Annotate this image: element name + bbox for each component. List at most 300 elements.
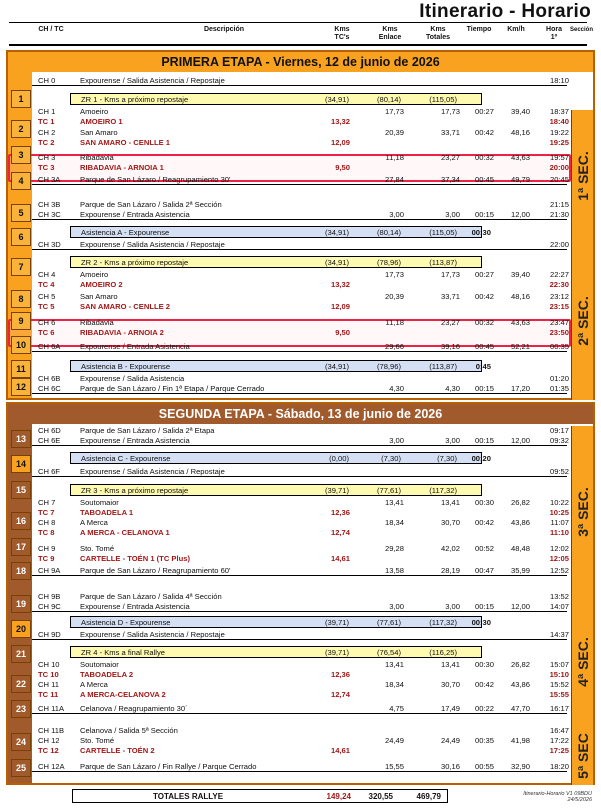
cell-tc: 14,61	[330, 746, 350, 755]
cell-ch: TC 7	[38, 508, 55, 517]
sequence-number: 20	[11, 620, 31, 638]
control-row	[32, 76, 567, 86]
cell-desc: Asistencia A - Expourense	[81, 228, 170, 237]
cell-desc: Expourense / Entrada Asistencia	[80, 342, 190, 351]
cell-en: 3,00	[389, 602, 404, 611]
cell-ch: CH 3A	[38, 175, 61, 184]
cell-ti: 00:30	[471, 228, 491, 237]
cell-to: 30,70	[440, 518, 460, 527]
cell-ch: CH 9B	[38, 592, 61, 601]
cell-ti: 00:30	[474, 660, 494, 669]
cell-ch: CH 6C	[38, 384, 61, 393]
cell-ch: TC 2	[38, 138, 55, 147]
cell-to: (113,87)	[429, 362, 457, 371]
cell-en: 15,55	[384, 762, 404, 771]
cell-ho: 22:00	[549, 240, 569, 249]
control-row	[32, 680, 567, 690]
cell-ch: TC 6	[38, 328, 55, 337]
cell-km: 12,00	[510, 602, 530, 611]
control-row	[32, 426, 567, 436]
cell-ch: TC 5	[38, 302, 55, 311]
control-row	[32, 270, 567, 280]
cell-ti: 00:42	[474, 292, 494, 301]
cell-to: 28,19	[440, 566, 460, 575]
sequence-number: 15	[11, 481, 31, 499]
cell-ch: CH 2	[38, 128, 56, 137]
cell-ho: 20:00	[549, 163, 569, 172]
cell-ho: 13:52	[549, 592, 569, 601]
control-row	[32, 107, 567, 117]
cell-en: (7,30)	[381, 454, 401, 463]
cell-to: 13,41	[440, 660, 460, 669]
cell-desc: Expourense / Salida Asistencia / Repostaje	[80, 240, 225, 249]
cell-ch: TC 4	[38, 280, 55, 289]
cell-km: 49,79	[510, 175, 530, 184]
cell-km: 26,82	[510, 660, 530, 669]
cell-to: 4,30	[445, 384, 460, 393]
cell-desc: A Merca	[80, 518, 108, 527]
totals-row	[72, 789, 448, 803]
cell-desc: Soutomaior	[80, 660, 119, 669]
cell-ho: 12:05	[549, 554, 569, 563]
cell-en: (78,96)	[376, 258, 401, 267]
cell-ho: 00:35	[549, 342, 569, 351]
cell-en: 3,00	[389, 210, 404, 219]
cell-ti: 00:32	[474, 318, 494, 327]
cell-ch: TC 12	[38, 746, 59, 755]
cell-to: 17,73	[440, 270, 460, 279]
cell-desc: ZR 2 - Kms a próximo repostaje	[81, 258, 189, 267]
cell-tc: (39,71)	[324, 486, 349, 495]
sequence-number: 12	[11, 378, 31, 396]
cell-tc: (34,91)	[324, 95, 349, 104]
control-row	[32, 602, 567, 612]
cell-ch: CH 12	[38, 736, 60, 745]
cell-en: 13,58	[384, 566, 404, 575]
cell-km: 43,63	[510, 153, 530, 162]
cell-desc: Asistencia D - Expourense	[81, 618, 171, 627]
cell-ch: CH 6F	[38, 467, 60, 476]
cell-ti: 00:27	[474, 270, 494, 279]
cell-ch: CH 7	[38, 498, 56, 507]
control-row	[32, 436, 567, 446]
cell-ho: 09:17	[549, 426, 569, 435]
cell-en: 11,18	[385, 318, 404, 327]
control-row	[32, 660, 567, 670]
cell-ti: 0:45	[475, 362, 491, 371]
stage-row	[32, 280, 567, 290]
cell-ch: CH 1	[38, 107, 56, 116]
cell-desc: Ribadavia	[80, 153, 114, 162]
cell-ho: 01:35	[549, 384, 569, 393]
cell-en: (77,61)	[376, 486, 401, 495]
cell-desc: Asistencia C - Expourense	[81, 454, 171, 463]
cell-ho: 09:32	[549, 436, 569, 445]
cell-en: (76,54)	[376, 648, 401, 657]
sequence-number: 7	[11, 258, 31, 276]
control-row	[32, 762, 567, 772]
sequence-number: 11	[11, 360, 31, 378]
cell-en: 24,49	[384, 736, 404, 745]
cell-en: 20,39	[384, 292, 404, 301]
stage-row	[32, 508, 567, 518]
cell-km: 32,90	[510, 762, 530, 771]
sequence-number: 5	[11, 204, 31, 222]
stage-row	[32, 690, 567, 700]
service-row	[70, 616, 491, 628]
service-row	[70, 226, 491, 238]
cell-ti: 00:15	[474, 436, 494, 445]
cell-to: 13,41	[440, 498, 460, 507]
refuel-zone-row	[70, 256, 482, 268]
cell-desc: RIBADAVIA - ARNOIA 1	[80, 163, 164, 172]
cell-to: 30,70	[440, 680, 460, 689]
section-5-label: 5ª SEC	[571, 727, 593, 785]
cell-desc: Celanova / Salida 5ª Sección	[80, 726, 178, 735]
cell-desc: A Merca	[80, 680, 108, 689]
control-row	[32, 210, 567, 220]
cell-ti: 00:55	[474, 762, 494, 771]
cell-km: 35,99	[510, 566, 530, 575]
cell-desc: Soutomaior	[80, 498, 119, 507]
sequence-number: 18	[11, 562, 31, 580]
control-row	[32, 736, 567, 746]
cell-tc: (0,00)	[329, 454, 349, 463]
col-en: Kms Enlace	[378, 26, 402, 41]
cell-tc: (34,91)	[324, 228, 349, 237]
cell-ti: 00:35	[474, 736, 494, 745]
cell-ho: 14:07	[549, 602, 569, 611]
cell-ho: 22:27	[549, 270, 569, 279]
cell-to: (117,32)	[429, 486, 457, 495]
cell-to: 33,71	[440, 292, 460, 301]
cell-en: 13,41	[384, 498, 404, 507]
col-ch: CH / TC	[38, 26, 64, 33]
cell-desc: Expourense / Entrada Asistencia	[80, 436, 190, 445]
cell-desc: Expourense / Entrada Asistencia	[80, 210, 190, 219]
cell-ho: 17:22	[549, 736, 569, 745]
cell-ti: 00:15	[474, 210, 494, 219]
cell-to: 24,49	[440, 736, 460, 745]
cell-desc: ZR 1 - Kms a próximo repostaje	[81, 95, 189, 104]
refuel-zone-row	[70, 484, 482, 496]
stage-row	[32, 746, 567, 756]
cell-to: (116,25)	[429, 648, 457, 657]
control-row	[32, 467, 567, 477]
cell-desc: Parque de San Lázaro / Salida 2ª Sección	[80, 200, 222, 209]
control-row	[32, 592, 567, 602]
cell-en: 18,34	[384, 518, 404, 527]
cell-en: 4,30	[389, 384, 404, 393]
page-title: Itinerario - Horario	[419, 1, 591, 22]
cell-ho: 17:25	[549, 746, 569, 755]
stage-row	[32, 138, 567, 148]
cell-desc: Parque de San Lázaro / Reagrupamiento 30'	[80, 175, 231, 184]
cell-ho: 23:12	[549, 292, 569, 301]
cell-ti: 00:45	[474, 342, 494, 351]
cell-ho: 15:07	[549, 660, 569, 669]
control-row	[32, 240, 567, 250]
cell-ho: 22:30	[549, 280, 569, 289]
cell-ho: 18:20	[549, 762, 569, 771]
cell-ch: CH 5	[38, 292, 56, 301]
cell-tc: (34,91)	[324, 362, 349, 371]
sequence-number: 13	[11, 430, 31, 448]
cell-to: 37,34	[440, 175, 460, 184]
cell-ti: 00:42	[474, 680, 494, 689]
cell-ho: 11:10	[549, 528, 569, 537]
cell-desc: RIBADAVIA - ARNOIA 2	[80, 328, 164, 337]
cell-ch: CH 3	[38, 153, 56, 162]
cell-to: (115,05)	[429, 95, 457, 104]
cell-to: (117,32)	[429, 618, 457, 627]
cell-desc: ZR 4 - Kms a final Rallye	[81, 648, 165, 657]
cell-ho: 18:40	[549, 117, 569, 126]
cell-ho: 12:02	[549, 544, 569, 553]
cell-ch: CH 11	[38, 680, 59, 689]
cell-tc: 13,32	[330, 280, 350, 289]
service-row	[70, 452, 491, 464]
cell-to: 17,73	[440, 107, 460, 116]
cell-ch: TC 3	[38, 163, 55, 172]
cell-ch: TC 10	[38, 670, 59, 679]
section-4-label: 4ª SEC.	[571, 597, 593, 727]
cell-ho: 18:37	[549, 107, 569, 116]
cell-ti: 00:15	[474, 384, 494, 393]
cell-desc: Parque de San Lázaro / Salida 2ª Etapa	[80, 426, 215, 435]
col-km: Km/h	[507, 26, 525, 33]
cell-ho: 01:20	[549, 374, 569, 383]
cell-desc: ZR 3 - Kms a próximo repostaje	[81, 486, 189, 495]
cell-tc: 12,74	[330, 528, 350, 537]
cell-tc: 14,61	[330, 554, 350, 563]
version-note: Itinerario-Horario V1 09BDU 24/5/2026	[523, 791, 592, 803]
cell-en: 4,75	[389, 704, 404, 713]
cell-ch: CH 12A	[38, 762, 65, 771]
cell-km: 43,86	[510, 680, 530, 689]
cell-tc: (39,71)	[324, 618, 349, 627]
cell-km: 26,82	[510, 498, 530, 507]
cell-ti: 00:20	[471, 454, 491, 463]
cell-tc: 9,50	[335, 163, 350, 172]
control-row	[32, 318, 567, 328]
control-row	[32, 498, 567, 508]
cell-ho: 18:10	[549, 76, 569, 85]
sequence-number: 3	[11, 146, 31, 164]
cell-desc: Expourense / Salida Asistencia / Repostaje	[80, 630, 225, 639]
cell-en: (80,14)	[376, 228, 401, 237]
control-row	[32, 374, 567, 384]
cell-ch: CH 9A	[38, 566, 61, 575]
cell-to: 3,00	[445, 210, 460, 219]
cell-desc: Expourense / Salida Asistencia	[80, 374, 185, 383]
control-row	[32, 153, 567, 163]
stage-2-title: SEGUNDA ETAPA - Sábado, 13 de junio de 2026	[8, 404, 593, 424]
cell-desc: Expourense / Entrada Asistencia	[80, 602, 190, 611]
cell-ho: 21:15	[549, 200, 569, 209]
cell-to: 42,02	[440, 544, 460, 553]
cell-en: 20,39	[384, 128, 404, 137]
cell-ch: TC 9	[38, 554, 55, 563]
cell-km: 12,00	[510, 436, 530, 445]
col-desc: Descripción	[203, 26, 245, 33]
cell-ho: 12:52	[549, 566, 569, 575]
cell-desc: SAN AMARO - CENLLE 2	[80, 302, 171, 311]
totals-label: TOTALES RALLYE	[153, 792, 224, 801]
cell-ho: 19:25	[549, 138, 569, 147]
section-2-label: 2ª SEC.	[571, 242, 593, 400]
control-row	[32, 384, 567, 394]
cell-desc: A MERCA - CELANOVA 1	[80, 528, 170, 537]
cell-ho: 19:57	[549, 153, 569, 162]
cell-desc: TABOADELA 1	[80, 508, 134, 517]
cell-en: 29,66	[384, 342, 404, 351]
col-tc: Kms TC's	[334, 26, 350, 41]
section-1-label: 1ª SEC.	[571, 110, 593, 242]
cell-ch: TC 1	[38, 117, 55, 126]
sequence-number: 16	[11, 512, 31, 530]
stage-row	[32, 670, 567, 680]
control-row	[32, 292, 567, 302]
cell-ch: TC 11	[38, 690, 59, 699]
cell-ch: CH 9	[38, 544, 56, 553]
cell-km: 48,16	[510, 292, 530, 301]
section-3-label: 3ª SEC.	[571, 426, 593, 597]
control-row	[32, 175, 567, 185]
cell-tc: 13,32	[330, 117, 350, 126]
cell-tc: (39,71)	[324, 648, 349, 657]
cell-ti: 00:27	[474, 107, 494, 116]
cell-km: 39,40	[510, 270, 530, 279]
stage-row	[32, 528, 567, 538]
cell-ho: 15:55	[549, 690, 569, 699]
cell-ch: CH 6	[38, 318, 56, 327]
cell-tc: (34,91)	[324, 258, 349, 267]
sequence-number: 4	[11, 172, 31, 190]
cell-desc: Sto. Tomé	[80, 736, 115, 745]
cell-to: 39,16	[440, 342, 460, 351]
cell-desc: Parque de San Lázaro / Reagrupamiento 60'	[80, 566, 231, 575]
cell-tc: 12,74	[330, 690, 350, 699]
cell-to: 30,16	[440, 762, 460, 771]
cell-desc: Amoeiro	[80, 107, 109, 116]
sequence-number: 25	[11, 759, 31, 777]
control-row	[32, 566, 567, 576]
control-row	[32, 518, 567, 528]
cell-en: 17,73	[384, 107, 404, 116]
cell-ho: 15:52	[549, 680, 569, 689]
cell-en: (80,14)	[376, 95, 401, 104]
cell-tc: 12,36	[330, 508, 350, 517]
cell-ch: CH 9C	[38, 602, 61, 611]
cell-ch: CH 3D	[38, 240, 61, 249]
cell-to: (115,05)	[429, 228, 457, 237]
cell-to: 17,49	[440, 704, 460, 713]
totals-tc: 149,24	[326, 792, 351, 801]
stage-row	[32, 117, 567, 127]
cell-ch: CH 3C	[38, 210, 61, 219]
cell-km: 39,40	[510, 107, 530, 116]
cell-en: 3,00	[389, 436, 404, 445]
cell-desc: TABOADELA 2	[80, 670, 134, 679]
service-row	[70, 360, 491, 372]
cell-ho: 19:22	[549, 128, 569, 137]
cell-ch: CH 9D	[38, 630, 61, 639]
sequence-number: 14	[11, 455, 31, 473]
cell-km: 17,20	[510, 384, 530, 393]
cell-desc: Parque de San Lázaro / Salida 4ª Sección	[80, 592, 222, 601]
cell-ho: 23:15	[549, 302, 569, 311]
cell-desc: Expourense / Salida Asistencia / Repostaje	[80, 76, 225, 85]
cell-en: 18,34	[384, 680, 404, 689]
cell-en: 17,73	[384, 270, 404, 279]
col-ti: Tiempo	[466, 26, 492, 33]
cell-ch: CH 10	[38, 660, 60, 669]
sequence-number: 19	[11, 595, 31, 613]
cell-desc: A MERCA-CELANOVA 2	[80, 690, 166, 699]
cell-en: 11,18	[385, 153, 404, 162]
cell-desc: Parque de San Lázaro / Fin Rallye / Parque Cerrado	[80, 762, 257, 771]
cell-ho: 11:07	[550, 518, 569, 527]
cell-ch: CH 4	[38, 270, 56, 279]
cell-ti: 00:52	[474, 544, 494, 553]
totals-to: 469,79	[416, 792, 441, 801]
cell-desc: CARTELLE - TOÉN 1 (TC Plus)	[80, 554, 190, 563]
cell-to: 23,27	[440, 318, 460, 327]
cell-km: 52,21	[510, 342, 530, 351]
sequence-number: 2	[11, 120, 31, 138]
cell-desc: Amoeiro	[80, 270, 109, 279]
cell-desc: Parque de San Lázaro / Fin 1ª Etapa / Parque Cerrado	[80, 384, 265, 393]
cell-desc: SAN AMARO - CENLLE 1	[80, 138, 171, 147]
sequence-number: 23	[11, 700, 31, 718]
col-sec: Sección	[570, 27, 594, 33]
cell-ti: 00:15	[474, 602, 494, 611]
cell-ho: 23:47	[549, 318, 569, 327]
cell-ho: 10:22	[549, 498, 569, 507]
cell-tc: 12,09	[330, 302, 350, 311]
cell-ch: CH 8	[38, 518, 56, 527]
cell-to: (113,87)	[429, 258, 457, 267]
cell-km: 12,00	[510, 210, 530, 219]
cell-ti: 00:30	[471, 618, 491, 627]
cell-ch: TC 8	[38, 528, 55, 537]
totals-en: 320,55	[368, 792, 393, 801]
cell-km: 43,86	[510, 518, 530, 527]
cell-desc: San Amaro	[80, 292, 118, 301]
cell-km: 43,63	[510, 318, 530, 327]
cell-to: 3,00	[445, 602, 460, 611]
sequence-number: 17	[11, 538, 31, 556]
cell-to: 33,71	[440, 128, 460, 137]
cell-ti: 00:22	[474, 704, 494, 713]
stage-row	[32, 302, 567, 312]
sequence-number: 24	[11, 733, 31, 751]
cell-desc: Asistencia B - Expourense	[81, 362, 171, 371]
col-ho: Hora 1º	[546, 26, 562, 41]
cell-ho: 23:50	[549, 328, 569, 337]
control-row	[32, 704, 567, 714]
sequence-number: 1	[11, 90, 31, 108]
cell-en: 13,41	[384, 660, 404, 669]
cell-ti: 00:32	[474, 153, 494, 162]
stage-row	[32, 163, 567, 173]
refuel-zone-row	[70, 93, 482, 105]
cell-ti: 00:47	[474, 566, 494, 575]
sequence-number: 9	[11, 312, 31, 330]
cell-ho: 09:52	[549, 467, 569, 476]
control-row	[32, 544, 567, 554]
